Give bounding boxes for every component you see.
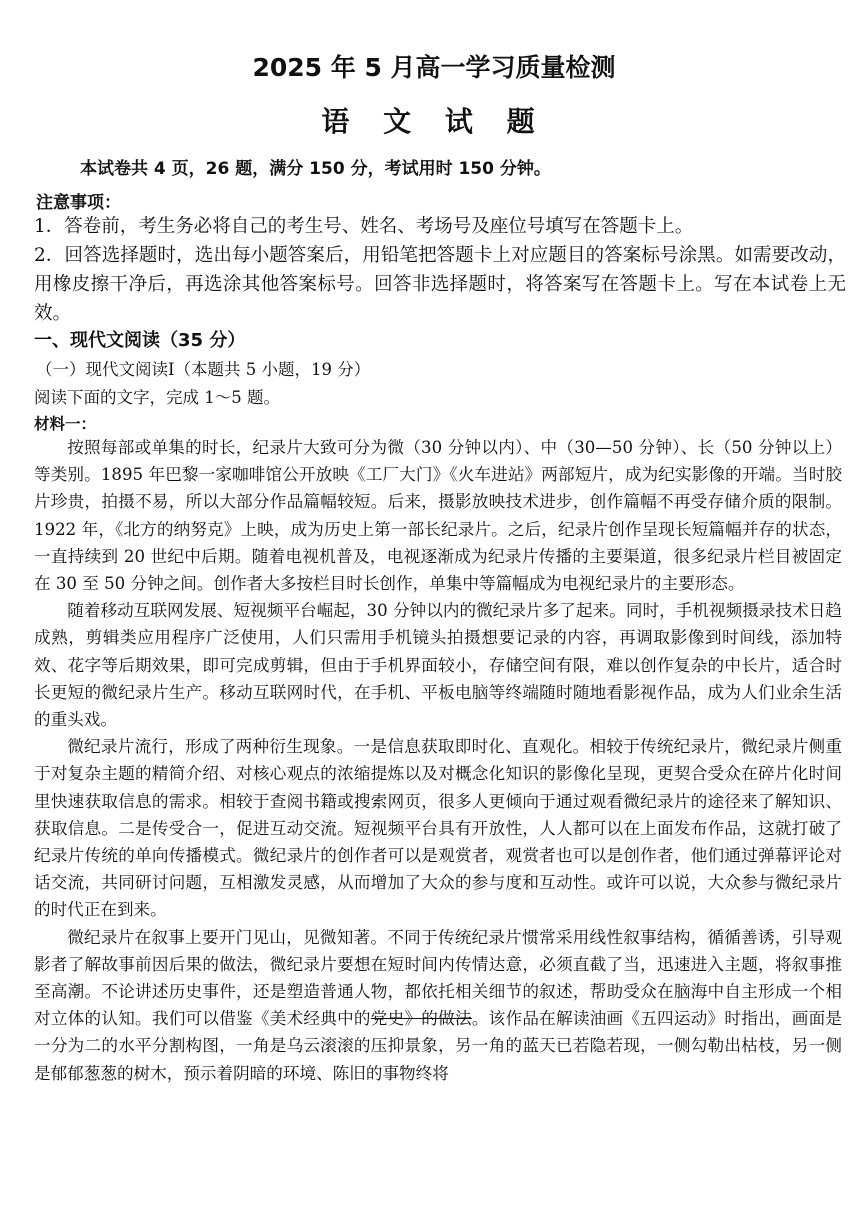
passage-paragraph-4 bbox=[34, 924, 842, 1087]
material-label: 材料一： bbox=[34, 415, 97, 433]
passage-paragraph-3: 微纪录片流行，形成了两种衍生现象。一是信息获取即时化、直观化。相较于传统纪录片，微纪录片侧重于对复杂主题的精简介绍、对核心观点的浓缩提炼以及对概念化知识的影像化呈现，更契合受众在碎片化时间里快速获取信息的需求。相较于查阅书籍或搜索网页，很多人更倾向于通过观看微纪录片的途径来了解知识、获取信息。二是传受合一，促进互动交流。短视频平台具有开放性，人人都可以在上面发布作品，这就打破了纪录片传统的单向传播模式。微纪录片的创作者可以是观赏者，观赏者也可以是创作者，他们通过弹幕评论对话交流，共同研讨问题，互相激发灵感，从而增加了大众的参与度和互动性。或许可以说，大众参与微纪录片的时代正在到来。 bbox=[34, 737, 842, 920]
exam-subject-title: 语 文 试 题 bbox=[321, 105, 547, 138]
passage-paragraph-2: 随着移动互联网发展、短视频平台崛起，30 分钟以内的微纪录片多了起来。同时，手机视频摄录技术日趋成熟，剪辑类应用程序广泛使用，人们只需用手机镜头拍摄想要记录的内容，再调取影像到时间线，添加特效、花字等后期效果，即可完成剪辑，但由于手机界面较小，存储空间有限，难以创作复杂的中长片，适合时长更短的微纪录片生产。移动互联网时代，在手机、平板电脑等终端随时随地看影视作品，成为人们业余生活的重头戏。 bbox=[34, 601, 842, 730]
notice-heading: 注意事项： bbox=[36, 193, 121, 213]
reading-instruction: 阅读下面的文字，完成 1～5 题。 bbox=[34, 388, 280, 407]
notice-item-2: 2．回答选择题时，选出每小题答案后，用铅笔把答题卡上对应题目的答案标号涂黑。如需要改动，用橡皮擦干净后，再选涂其他答案标号。回答非选择题时，将答案写在答题卡上。写在本试卷上无效。 bbox=[34, 245, 846, 324]
section-heading: 一、现代文阅读（35 分） bbox=[34, 330, 246, 351]
exam-title: 2025 年 5 月高一学习质量检测 bbox=[252, 53, 616, 82]
paragraph-4-text-start: 微纪录片在叙事上要开门见山，见微知著。不同于传统纪录片惯常采用线性叙事结构，循循善诱，引导观影者了解故事前因后果的做法，微纪录片要想在短时间内传情达意，必须直截了当，迅速进入主题，将叙事推至高潮。不论讲述历史事件，还是塑造普通人物，都依托相关细节的叙述，帮助受众在脑海中自主形成一个相对立体的认知。我们可以借鉴《美术经典中的 bbox=[34, 927, 842, 1029]
struck-through-text: 党史》的做法 bbox=[370, 1009, 472, 1029]
paragraph-4-text-end: 。该作品在解读油画《五四运动》时指出，画面是一分为二的水平分割构图，一角是乌云滚滚的压抑景象，另一角的蓝天已若隐若现，一侧勾勒出枯枝，另一侧是郁郁葱葱的树木，预示着阴暗的环境、陈旧的事物终将 bbox=[34, 1009, 843, 1083]
passage-paragraph-1: 按照每部或单集的时长，纪录片大致可分为微（30 分钟以内）、中（30—50 分钟）、长（50 分钟以上）等类别。1895 年巴黎一家咖啡馆公开放映《工厂大门》《火车进站》两部短片，成为纪实影像的开端。当时胶片珍贵，拍摄不易，所以大部分作品篇幅较短。后来，摄影放映技术进步，创作篇幅不再受存储介质的限制。1922 年，《北方的纳努克》上映，成为历史上第一部长纪录片。之后，纪录片创作呈现长短篇幅并存的状态，一直持续到 20 世纪中后期。随着电视机普及，电视逐渐成为纪录片传播的主要渠道，很多纪录片栏目被固定在 30 至 50 分钟之间。创作者大多按栏目时长创作，单集中等篇幅成为电视纪录片的主要形态。 bbox=[34, 438, 842, 594]
exam-info: 本试卷共 4 页，26 题，满分 150 分，考试用时 150 分钟。 bbox=[80, 159, 551, 179]
section-subheading: （一）现代文阅读Ⅰ（本题共 5 小题，19 分） bbox=[36, 360, 371, 379]
passage-body bbox=[34, 434, 842, 1087]
notice-item-1: 1．答卷前，考生务必将自己的考生号、姓名、考场号及座位号填写在答题卡上。 bbox=[34, 216, 694, 237]
